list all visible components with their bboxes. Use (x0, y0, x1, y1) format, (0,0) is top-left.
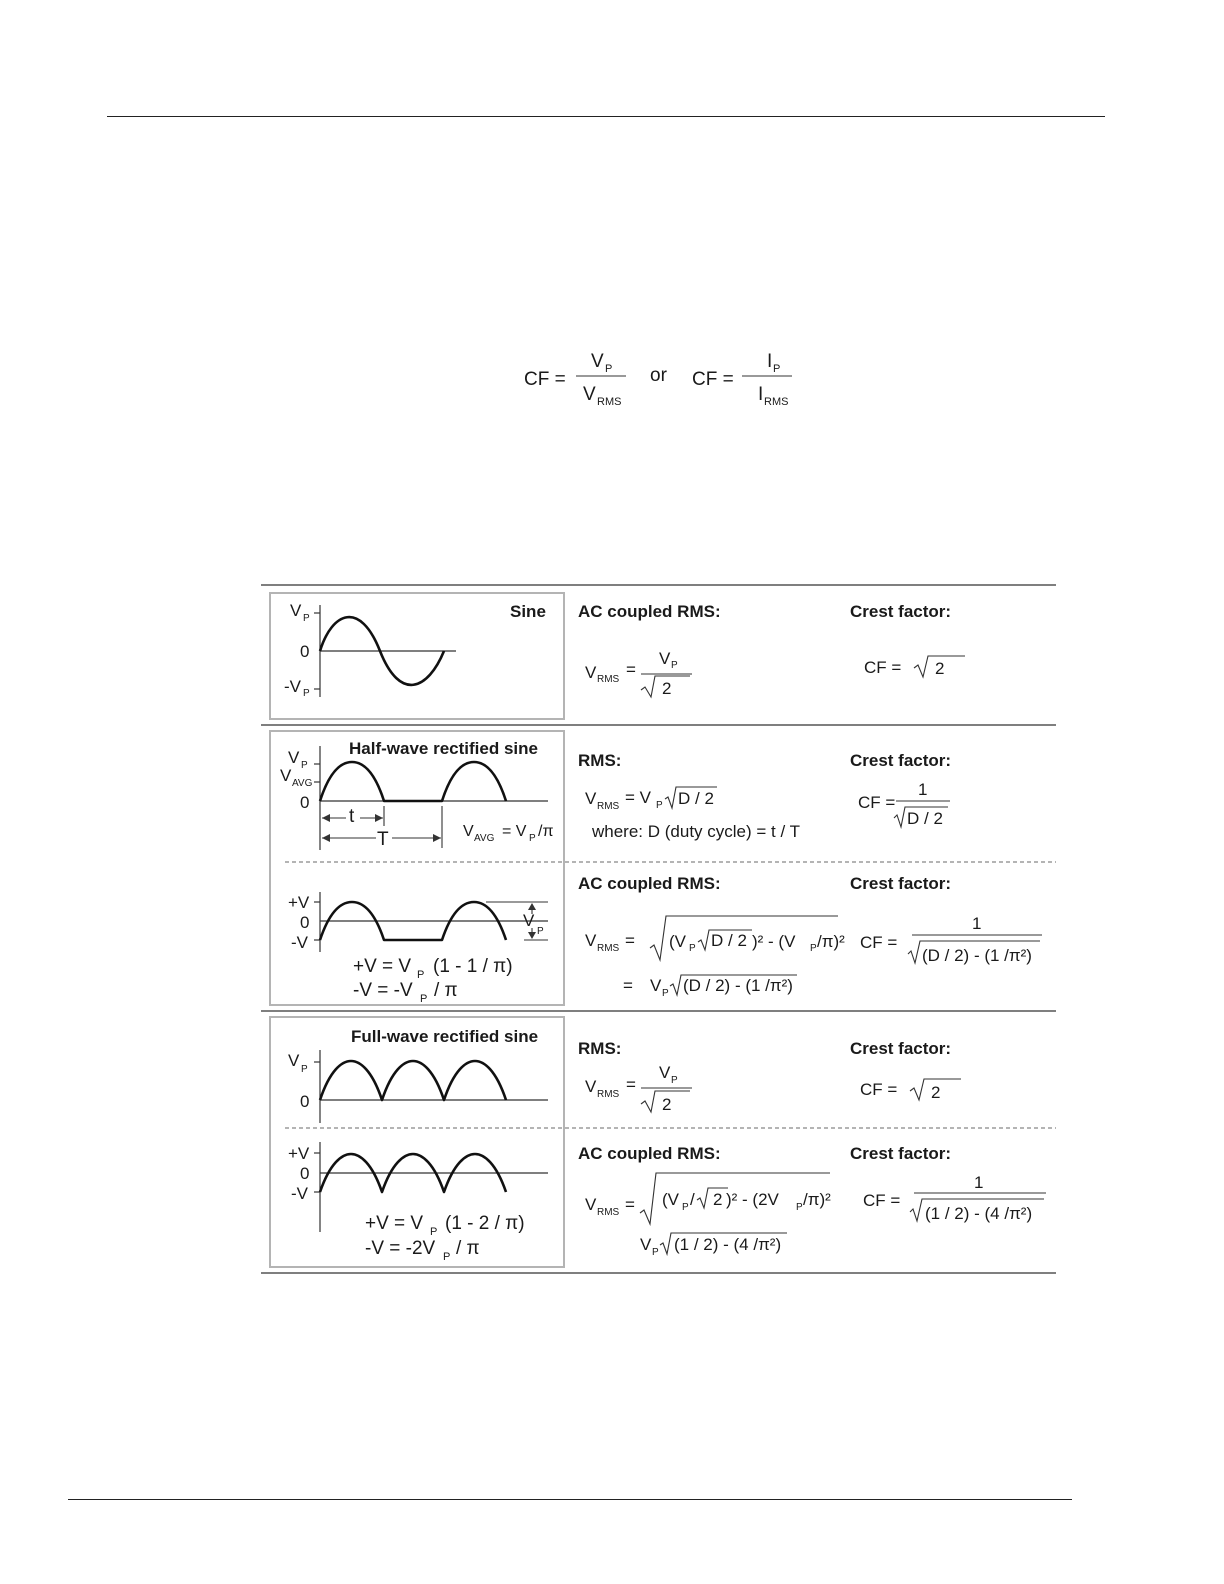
sine-vp-label: V (290, 601, 302, 620)
half-vavg-label: V (280, 766, 292, 785)
half-rms-heading: RMS: (578, 751, 622, 770)
half-plusv-eq-sub: P (417, 969, 425, 981)
half-ac-line2-v: V (650, 976, 662, 995)
half-zero-label: 0 (300, 793, 310, 812)
cf-irms-sub: RMS (764, 396, 789, 408)
cf-ip: I (767, 351, 773, 372)
vp-span-label: V (523, 911, 535, 930)
sine-title: Sine (510, 602, 546, 621)
sine-neg-vp-sub: P (303, 688, 310, 699)
sine-rms-lhs-sub: RMS (597, 674, 620, 685)
half-wave-curve (320, 762, 506, 801)
cf-vp: V (591, 351, 604, 372)
vavg-eq-rhs: /π (538, 823, 554, 840)
arrowhead (528, 932, 536, 939)
full-wave-ac-row (288, 1142, 1046, 1263)
half-rms-eq-sub: P (656, 800, 663, 811)
sine-rms-eq: = (626, 660, 636, 679)
full-minusv-eq: -V = -2V (365, 1238, 436, 1259)
half-wave-title: Half-wave rectified sine (349, 739, 538, 758)
T-label: T (377, 829, 389, 850)
arrowhead (322, 814, 330, 822)
cf-vrms: V (583, 384, 596, 405)
half-vp-sub: P (301, 760, 308, 771)
full-ac-cf-num: 1 (974, 1173, 984, 1192)
full-vp-sub: P (301, 1064, 308, 1075)
sine-zero-label: 0 (300, 642, 310, 661)
full-cf-val: 2 (931, 1083, 941, 1102)
arrowhead (375, 814, 383, 822)
vavg-eq-lhs-sub: AVG (474, 833, 495, 844)
full-ac-cf-heading: Crest factor: (850, 1144, 952, 1163)
full-ac-rad-inner: 2 (713, 1190, 723, 1209)
half-wave-ac-row (288, 874, 1042, 1005)
half-ac-rad-b-sub: P (810, 943, 817, 954)
half-cf-lhs: CF = (858, 793, 896, 812)
full-ac-line2-v-sub: P (652, 1247, 659, 1258)
full-cf-heading: Crest factor: (850, 1039, 952, 1058)
full-zero-label: 0 (300, 1092, 310, 1111)
half-ac-rms-lhs: V (585, 931, 597, 950)
full-ac-line2-v: V (640, 1235, 652, 1254)
full-rms-eq: = (626, 1075, 636, 1094)
full-ac-rms-lhs: V (585, 1195, 597, 1214)
vavg-eq-mid-sub: P (529, 833, 536, 844)
half-ac-rms-eq: = (625, 931, 635, 950)
full-vp-label: V (288, 1051, 300, 1070)
half-cf-num: 1 (918, 780, 928, 799)
full-plusv-eq: +V = V (365, 1213, 424, 1234)
half-rms-rad: D / 2 (678, 789, 714, 808)
half-vp-label: V (288, 748, 300, 767)
arrowhead (433, 834, 441, 842)
duty-cycle-note: where: D (duty cycle) = t / T (592, 822, 801, 841)
full-ac-cf-lhs: CF = (863, 1191, 901, 1210)
half-ac-cf-num: 1 (972, 914, 982, 933)
sine-rms-lhs: V (585, 663, 597, 682)
half-ac-line2-v-sub: P (662, 988, 669, 999)
half-wave-row (280, 739, 951, 850)
cf-or: or (650, 365, 667, 386)
full-ac-line2-rad: (1 / 2) - (4 /π²) (674, 1235, 782, 1254)
full-rms-heading: RMS: (578, 1039, 622, 1058)
full-ac-rms-eq: = (625, 1195, 635, 1214)
full-rms-num: V (659, 1063, 671, 1082)
half-rms-lhs-sub: RMS (597, 801, 620, 812)
vp-span-sub: P (537, 926, 544, 937)
full-ac-rad-a-sub: P (682, 1202, 689, 1213)
full-ac-plusv-label: +V (288, 1144, 310, 1163)
full-ac-rad-c: /π)² (803, 1190, 831, 1209)
half-ac-rms-lhs-sub: RMS (597, 943, 620, 954)
half-rms-lhs: V (585, 789, 597, 808)
cf-voltage-formula (524, 351, 626, 408)
vavg-eq-mid: = V (502, 823, 527, 840)
full-ac-rad-b: )² - (2V (726, 1190, 779, 1209)
arrowhead (322, 834, 330, 842)
arrowhead (528, 903, 536, 910)
half-ac-cf-heading: Crest factor: (850, 874, 952, 893)
full-minusv-eq-sub: P (443, 1251, 451, 1263)
full-rms-num-sub: P (671, 1075, 678, 1086)
half-ac-rad-a-sub: P (689, 943, 696, 954)
sine-vp-sub: P (303, 613, 310, 624)
half-ac-rad-b: )² - (V (752, 932, 796, 951)
half-ac-rad-c: /π)² (817, 932, 845, 951)
full-ac-rad-slash: / (690, 1190, 695, 1209)
sine-rms-num-sub: P (671, 660, 678, 671)
sine-rms-den: 2 (662, 679, 672, 698)
full-ac-rms-lhs-sub: RMS (597, 1207, 620, 1218)
half-ac-line2-eq: = (623, 976, 633, 995)
t-label: t (349, 806, 355, 827)
vavg-eq-lhs: V (463, 823, 474, 840)
full-rms-lhs: V (585, 1077, 597, 1096)
sine-rms-heading: AC coupled RMS: (578, 602, 721, 621)
full-rms-lhs-sub: RMS (597, 1089, 620, 1100)
half-cf-heading: Crest factor: (850, 751, 952, 770)
sine-cf-heading: Crest factor: (850, 602, 952, 621)
full-ac-rad-b-sub: P (796, 1202, 803, 1213)
sine-row (284, 601, 965, 699)
full-ac-cf-rad: (1 / 2) - (4 /π²) (925, 1204, 1033, 1223)
half-ac-rad-a: (V (669, 932, 686, 951)
full-ac-rad-a: (V (662, 1190, 679, 1209)
half-minusv-eq-rest: / π (434, 980, 458, 1001)
half-ac-rad-inner: D / 2 (711, 931, 747, 950)
half-plusv-eq-rest: (1 - 1 / π) (433, 956, 513, 977)
half-rms-eq: = V (625, 788, 651, 807)
cf-current-formula (692, 351, 792, 408)
full-wave-row (288, 1027, 961, 1123)
half-ac-rms-heading: AC coupled RMS: (578, 874, 721, 893)
half-minusv-eq: -V = -V (353, 980, 413, 1001)
half-ac-minusv-label: -V (291, 933, 308, 952)
half-ac-plusv-label: +V (288, 893, 310, 912)
sine-cf-val: 2 (935, 659, 945, 678)
half-minusv-eq-sub: P (420, 993, 428, 1005)
half-plusv-eq: +V = V (353, 956, 412, 977)
half-vavg-sub: AVG (292, 778, 313, 789)
sine-cf-lhs: CF = (864, 658, 902, 677)
full-wave-curve (320, 1061, 506, 1100)
half-cf-rad: D / 2 (907, 809, 943, 828)
cf-vp-sub: P (605, 363, 613, 375)
full-plusv-eq-rest: (1 - 2 / π) (445, 1213, 525, 1234)
half-ac-line2-rad: (D / 2) - (1 /π²) (683, 976, 793, 995)
full-ac-rms-heading: AC coupled RMS: (578, 1144, 721, 1163)
half-wave-box (270, 731, 564, 1005)
full-ac-zero-label: 0 (300, 1164, 310, 1183)
half-ac-cf-rad: (D / 2) - (1 /π²) (922, 946, 1032, 965)
cf-irms: I (758, 384, 764, 405)
full-rms-den: 2 (662, 1095, 672, 1114)
cf-lhs: CF = (524, 369, 566, 390)
half-ac-cf-lhs: CF = (860, 933, 898, 952)
sine-neg-vp-label: -V (284, 677, 301, 696)
full-cf-lhs: CF = (860, 1080, 898, 1099)
full-plusv-eq-sub: P (430, 1226, 438, 1238)
cf-vrms-sub: RMS (597, 396, 622, 408)
sine-rms-num: V (659, 649, 671, 668)
full-minusv-eq-rest: / π (456, 1238, 480, 1259)
cf-ip-sub: P (773, 363, 781, 375)
half-ac-zero-label: 0 (300, 913, 310, 932)
full-wave-title: Full-wave rectified sine (351, 1027, 539, 1046)
cf-lhs-2: CF = (692, 369, 734, 390)
full-ac-minusv-label: -V (291, 1184, 308, 1203)
